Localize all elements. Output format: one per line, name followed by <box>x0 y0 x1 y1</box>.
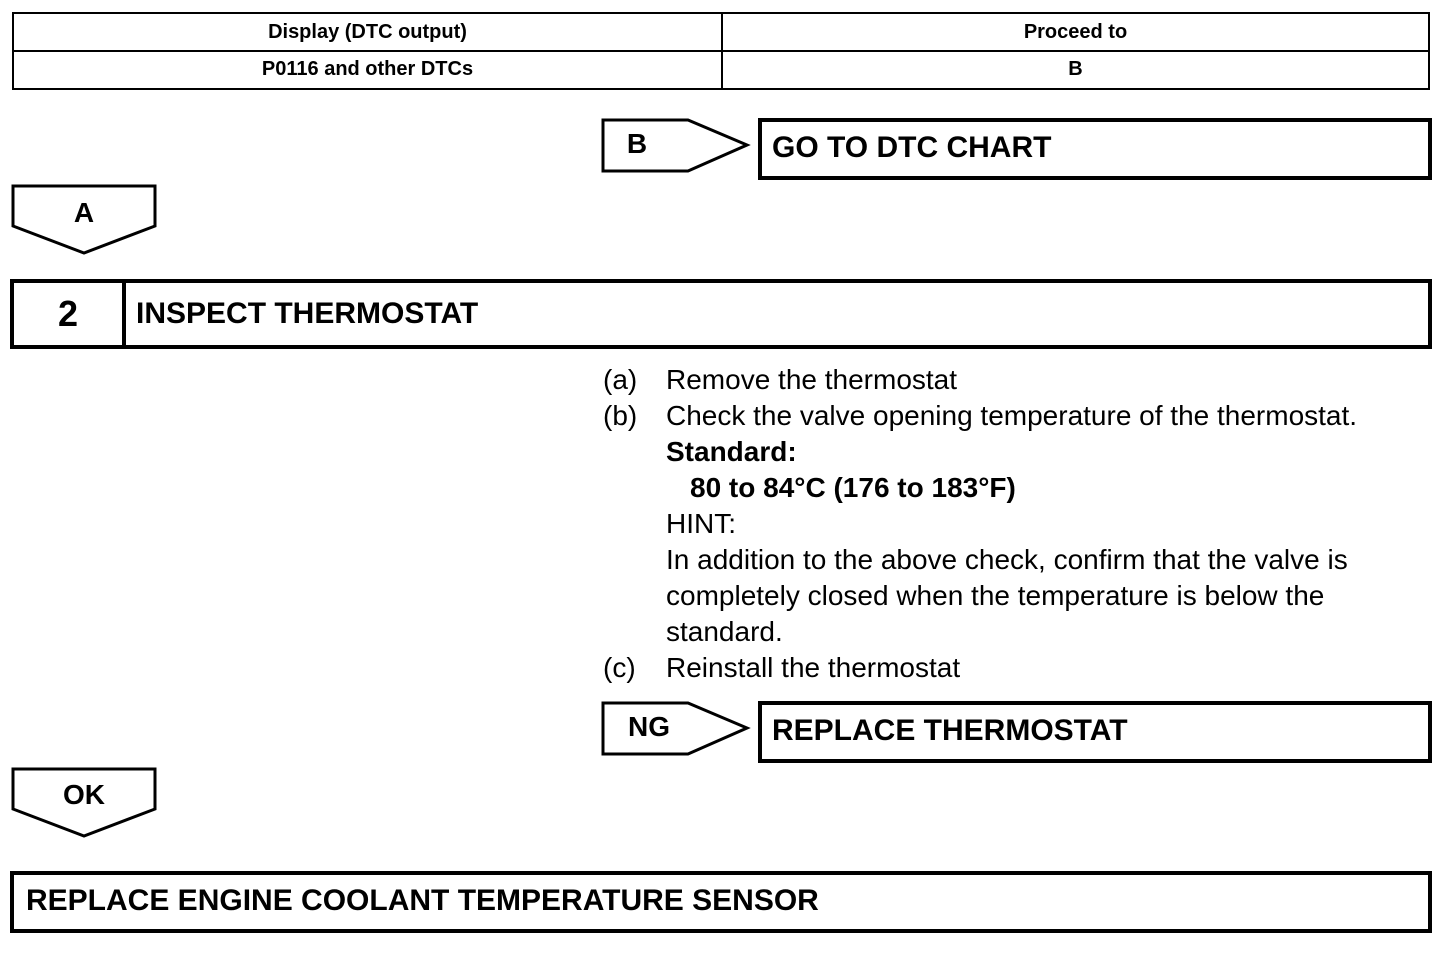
step-divider <box>122 283 126 345</box>
hint-line-2: completely closed when the temperature is below the <box>666 580 1325 611</box>
dtc-cell-proceed: B <box>1068 58 1083 80</box>
instruction-b-mark: (b) <box>603 400 638 431</box>
dtc-header-display: Display (DTC output) <box>268 21 467 43</box>
instruction-c-text: Reinstall the thermostat <box>666 652 961 683</box>
branch-b-label: B <box>626 128 648 159</box>
instruction-a-mark: (a) <box>603 364 638 395</box>
instruction-b <box>603 398 1443 434</box>
hint-label: HINT: <box>666 508 736 539</box>
dtc-header-proceed: Proceed to <box>1023 21 1128 43</box>
flow-a-label: A <box>73 197 95 228</box>
instruction-c <box>603 650 1443 686</box>
replace-thermostat-box: REPLACE THERMOSTAT <box>758 701 1432 763</box>
step-number: 2 <box>57 293 79 334</box>
instruction-b-text: Check the valve opening temperature of the thermostat. <box>666 400 1358 431</box>
flow-ok-label: OK <box>63 779 105 810</box>
branch-ng-label: NG <box>628 711 670 742</box>
instruction-c-mark: (c) <box>603 652 636 683</box>
standard-label: Standard: <box>666 436 797 467</box>
instruction-a-text: Remove the thermostat <box>666 364 958 395</box>
hint-line-3: standard. <box>666 616 783 647</box>
dtc-cell-display: P0116 and other DTCs <box>261 58 474 80</box>
table-row-divider <box>14 50 1428 52</box>
instructions <box>603 362 1443 686</box>
replace-sensor-box: REPLACE ENGINE COOLANT TEMPERATURE SENSOR <box>10 871 1432 933</box>
go-to-dtc-chart-box: GO TO DTC CHART <box>758 118 1432 180</box>
step-header <box>10 279 1432 349</box>
standard-value: 80 to 84°C (176 to 183°F) <box>690 472 1016 503</box>
hint-line-1: In addition to the above check, confirm that the valve is <box>666 544 1348 575</box>
instruction-a <box>603 362 1443 398</box>
dtc-table <box>12 12 1430 90</box>
step-title: INSPECT THERMOSTAT <box>136 297 479 330</box>
